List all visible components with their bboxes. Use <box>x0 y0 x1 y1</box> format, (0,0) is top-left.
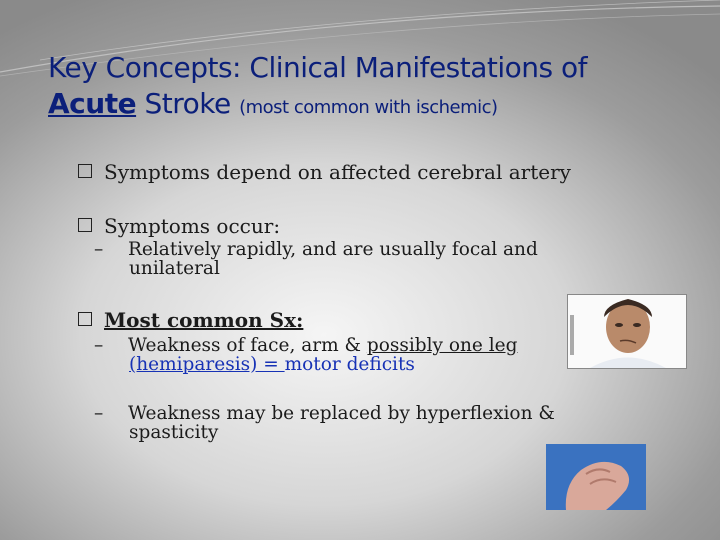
sub-text: Weakness may be replaced by hyperflexion & <box>128 403 555 424</box>
title-line-1: Key Concepts: Clinical Manifestations of <box>48 51 588 84</box>
checkbox-bullet-icon <box>78 312 92 326</box>
bullet-text: Symptoms occur: <box>104 214 281 238</box>
motor-deficits-text: motor deficits <box>284 354 415 375</box>
bullet-most-common <box>78 308 303 332</box>
hemiparesis-text: (hemiparesis) = <box>129 354 285 375</box>
hyperflexed-hand-photo <box>546 444 646 510</box>
checkbox-bullet-icon <box>78 218 92 232</box>
bullet-symptoms-depend <box>78 160 571 184</box>
dash-icon: – <box>94 403 104 424</box>
face-photo-icon <box>568 295 686 368</box>
sub-text-continued: unilateral <box>129 258 220 279</box>
bullet-text: Symptoms depend on affected cerebral artery <box>104 160 571 184</box>
sub-text: Weakness of face, arm & <box>128 335 367 356</box>
dash-icon: – <box>94 335 104 356</box>
title-acute: Acute <box>48 87 137 120</box>
sub-bullet-rapid <box>94 240 538 278</box>
sub-text: Relatively rapidly, and are usually focal and <box>128 239 538 260</box>
patient-face-photo <box>567 294 687 369</box>
title-parenthetical: (most common with ischemic) <box>239 97 498 118</box>
sub-text-continued <box>94 355 517 374</box>
checkbox-bullet-icon <box>78 164 92 178</box>
sub-text-continued: spasticity <box>129 422 219 443</box>
title-stroke: Stroke <box>136 87 240 120</box>
hand-photo-icon <box>546 444 646 510</box>
sub-bullet-weakness <box>94 336 517 374</box>
bullet-symptoms-occur <box>78 214 280 238</box>
sub-bullet-hyperflexion <box>94 404 555 442</box>
dash-icon: – <box>94 239 104 260</box>
sub-text-underlined: possibly one leg <box>366 335 518 356</box>
bullet-text: Most common Sx: <box>104 308 304 332</box>
title-line-2 <box>48 86 688 126</box>
slide-title <box>48 50 688 126</box>
